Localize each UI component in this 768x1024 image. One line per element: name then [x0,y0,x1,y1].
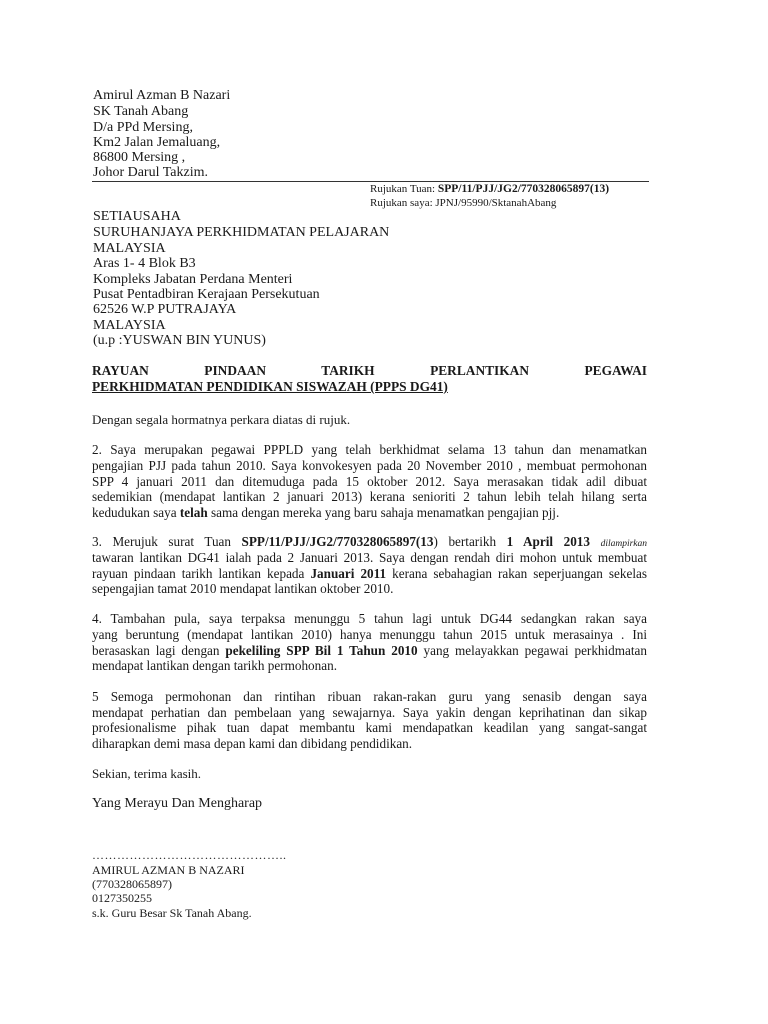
paragraph-line: diharapkan demi masa depan kami dan dibidang pendidikan. [92,736,413,751]
recipient-line: SETIAUSAHA [93,209,181,224]
recipient-line: Pusat Pentadbiran Kerajaan Persekutuan [93,287,320,302]
paragraph-line: 2. Saya merupakan pegawai PPPLD yang telah berkhidmat selama 13 tahun dan menamatkan [92,442,647,457]
bold-text-run: Januari 2011 [310,566,387,581]
signature-dots: ……………………………………….. [92,848,287,862]
paragraph-line [92,643,647,659]
bold-text-run: SPP/11/PJJ/JG2/770328065897(13 [241,534,434,549]
paragraph-line: SPP 4 januari 2011 dan ditemuduga pada 15 oktober 2012. Saya merasakan tidak adil dibuat [92,474,647,489]
text-run: ) bertarikh [433,534,507,549]
recipient-line: (u.p :YUSWAN BIN YUNUS) [93,333,266,348]
text-run: kerana sebahagian rakan seperjuangan sekelas [386,566,647,581]
italic-text-run: dilampirkan [600,539,648,549]
signatory-name: AMIRUL AZMAN B NAZARI [92,863,245,877]
paragraph-line: profesionalisme pihak tuan dapat membantu kami mendapatkan keadilan yang sangat-sangat [92,720,647,735]
subject-line-1: RAYUAN PINDAAN TARIKH PERLANTIKAN PEGAWAI [92,363,647,378]
bold-text-run: 1 April 2013 [506,534,590,549]
valediction: Yang Merayu Dan Mengharap [92,796,263,811]
closing-line: Sekian, terima kasih. [92,766,202,781]
reference-saya-label: Rujukan saya: [370,197,433,209]
recipient-line: 62526 W.P PUTRAJAYA [93,302,237,317]
recipient-line: SURUHANJAYA PERKHIDMATAN PELAJARAN [93,225,390,240]
sender-postcode-city: 86800 Mersing , [93,150,186,165]
recipient-line: Kompleks Jabatan Perdana Menteri [93,272,293,287]
recipient-line: MALAYSIA [93,318,166,333]
carbon-copy: s.k. Guru Besar Sk Tanah Abang. [92,906,252,920]
header-divider [92,181,649,182]
opening-line: Dengan segala hormatnya perkara diatas di rujuk. [92,412,351,427]
paragraph-line [92,566,647,582]
text-run: sama dengan mereka yang baru sahaja menamatkan pengajian pjj. [207,505,560,520]
paragraph-line: pengajian PJJ pada tahun 2010. Saya konvokesyen pada 20 November 2010 , membuat permohonan [92,458,647,473]
paragraph-line: 5 Semoga permohonan dan rintihan ribuan rakan-rakan guru yang senasib dengan saya [92,689,647,704]
sender-state: Johor Darul Takzim. [93,165,209,180]
paragraph-line [92,505,647,521]
text-run: 3. Merujuk surat Tuan [92,534,242,549]
reference-saya [370,197,556,210]
signatory-ic: (770328065897) [92,877,172,891]
subject-line-2: PERKHIDMATAN PENDIDIKAN SISWAZAH (PPPS DG41) [92,379,448,394]
sender-school: SK Tanah Abang [93,104,189,119]
reference-saya-value: JPNJ/95990/SktanahAbang [435,197,557,209]
bold-text-run: telah [179,505,208,520]
reference-tuan-value: SPP/11/PJJ/JG2/770328065897(13) [437,183,610,195]
bold-text-run: pekeliling SPP Bil 1 Tahun 2010 [225,643,418,658]
recipient-line: Aras 1- 4 Blok B3 [93,256,196,271]
paragraph-line: sedemikian (mendapat lantikan 2 januari 2013) kerana senioriti 2 tahun lebih telah hilang serta [92,489,647,504]
text-run: yang melayakkan pegawai perkhidmatan [417,643,647,658]
paragraph-line: tawaran lantikan DG41 ialah pada 2 Januari 2013. Saya dengan rendah diri mohon untuk membuat [92,550,647,565]
text-run: berasaskan lagi dengan [92,643,226,658]
sender-office: D/a PPd Mersing, [93,120,193,135]
paragraph-line: sepengajian tamat 2010 mendapat lantikan oktober 2010. [92,581,394,596]
paragraph-line: mendapat perhatian dan pembelaan yang sewajarnya. Saya yakin dengan keprihatinan dan sikap [92,705,647,720]
signatory-phone: 0127350255 [92,891,152,905]
paragraph-line: mendapat lantikan dengan tarikh permohonan. [92,658,337,673]
paragraph-line: yang beruntung (mendapat lantikan 2010) hanya menunggu tahun 2015 untuk merasainya . Ini [92,627,647,642]
reference-tuan-label: Rujukan Tuan: [370,183,436,195]
recipient-line: MALAYSIA [93,241,166,256]
text-run: rayuan pindaan tarikh lantikan kepada [92,566,311,581]
sender-name: Amirul Azman B Nazari [93,88,231,103]
reference-tuan [370,183,609,196]
paragraph-line: 4. Tambahan pula, saya terpaksa menunggu 5 tahun lagi untuk DG44 sedangkan rakan saya [92,611,647,626]
sender-street: Km2 Jalan Jemaluang, [93,135,221,150]
text-run: kedudukan saya [92,505,180,520]
